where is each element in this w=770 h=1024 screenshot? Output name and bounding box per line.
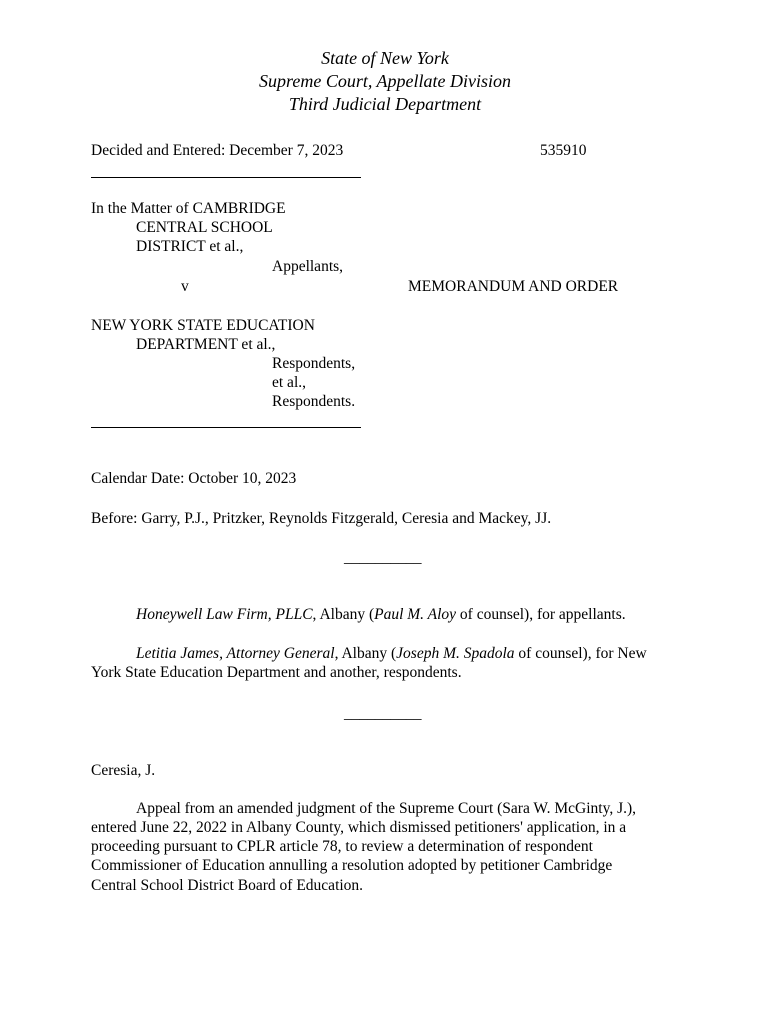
court-department-heading: Third Judicial Department: [288, 94, 482, 114]
opinion-line-3: proceeding pursuant to CPLR article 78, to review a determination of respondent: [91, 838, 593, 855]
opinion-line-2: entered June 22, 2022 in Albany County, which dismissed petitioners' application, in a: [91, 819, 627, 836]
caption-matter-line-1: In the Matter of CAMBRIDGE: [91, 200, 286, 217]
caption-respondent-line-2: DEPARTMENT et al.,: [136, 336, 276, 353]
counsel-appellants: [136, 605, 626, 624]
order-type: MEMORANDUM AND ORDER: [408, 278, 619, 295]
caption-respondents-etal: et al.,: [272, 374, 306, 391]
counsel-respondents-attorney: Joseph M. Spadola: [396, 645, 515, 662]
opinion-line-5: Central School District Board of Education.: [91, 877, 364, 894]
opinion-author: Ceresia, J.: [91, 762, 156, 779]
counsel-respondents-city: , Albany (: [334, 645, 397, 662]
caption-respondents-2: Respondents.: [272, 393, 356, 410]
caption-versus: v: [181, 278, 189, 295]
opinion-line-4: Commissioner of Education annulling a resolution adopted by petitioner Cambridge: [91, 857, 613, 874]
caption-appellants: Appellants,: [272, 258, 344, 275]
counsel-appellants-firm: Honeywell Law Firm, PLLC: [136, 606, 313, 623]
counsel-respondents-line-1: [136, 644, 647, 663]
docket-number: 535910: [540, 142, 587, 159]
caption-matter-line-3: DISTRICT et al.,: [136, 238, 244, 255]
section-separator-1: __________: [344, 549, 422, 566]
counsel-respondents-line-2: York State Education Department and another, respondents.: [91, 664, 462, 681]
section-separator-2: __________: [344, 705, 422, 722]
calendar-date: Calendar Date: October 10, 2023: [91, 470, 297, 487]
court-state-heading: State of New York: [321, 48, 449, 68]
counsel-appellants-role: of counsel), for appellants.: [456, 606, 626, 623]
counsel-respondents-role-1: of counsel), for New: [514, 645, 647, 662]
counsel-appellants-attorney: Paul M. Aloy: [374, 606, 457, 623]
panel-before: Before: Garry, P.J., Pritzker, Reynolds Fitzgerald, Ceresia and Mackey, JJ.: [91, 510, 552, 527]
opinion-line-1: Appeal from an amended judgment of the Supreme Court (Sara W. McGinty, J.),: [136, 800, 637, 817]
counsel-respondents-firm: Letitia James, Attorney General: [136, 645, 335, 662]
caption-bottom-rule: [91, 427, 361, 428]
caption-matter-line-2: CENTRAL SCHOOL: [136, 219, 273, 236]
court-name-heading: Supreme Court, Appellate Division: [259, 71, 511, 91]
caption-top-rule: [91, 177, 361, 178]
decided-date: Decided and Entered: December 7, 2023: [91, 142, 344, 159]
caption-respondents-1: Respondents,: [272, 355, 356, 372]
counsel-appellants-city: , Albany (: [312, 606, 375, 623]
caption-respondent-line-1: NEW YORK STATE EDUCATION: [91, 317, 315, 334]
